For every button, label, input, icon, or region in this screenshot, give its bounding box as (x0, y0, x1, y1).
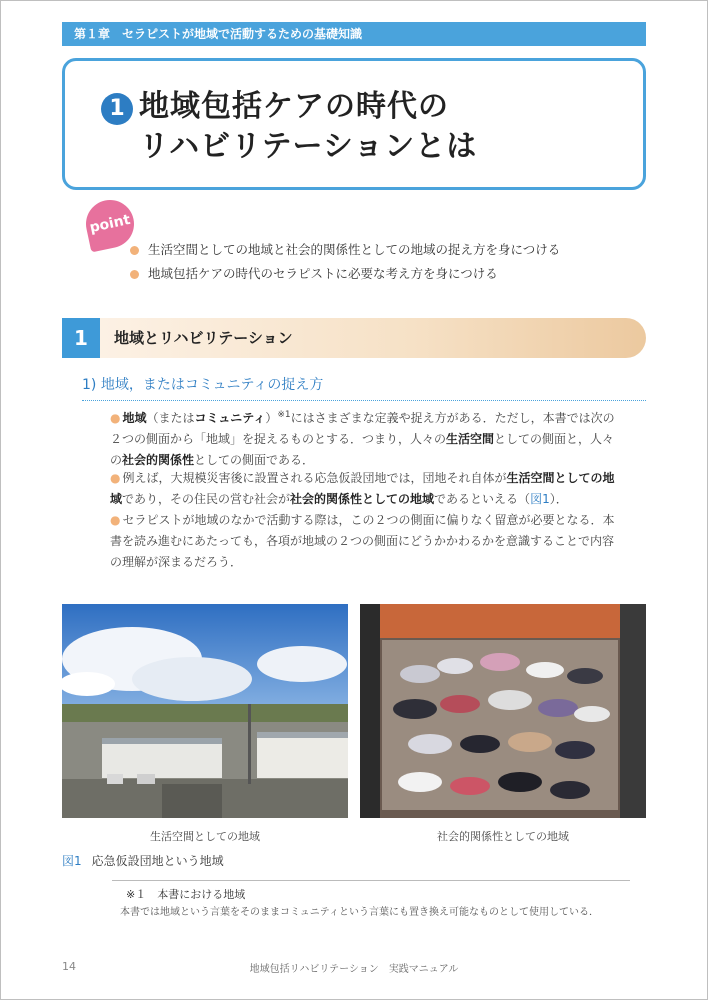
figure-reference: 図1 (530, 492, 550, 506)
term-living-space-region: 生活空間としての地域 (110, 471, 615, 506)
term-region: 地域 (122, 411, 147, 425)
section-number: 1 (62, 318, 100, 358)
text: ）． (549, 492, 568, 506)
section-title: 地域とリハビリテーション (114, 329, 293, 347)
bullet-dot: ● (110, 471, 121, 485)
book-title: 地域包括リハビリテーション 実践マニュアル (249, 964, 459, 975)
term-social-region: 社会的関係性としての地域 (290, 492, 435, 506)
point-item: 地域包括ケアの時代のセラピストに必要な考え方を身につける (130, 262, 560, 286)
term-community: コミュニティ (194, 411, 266, 425)
paragraph-1 (110, 405, 620, 471)
bullet-dot: ● (110, 411, 121, 425)
text: （または (146, 411, 195, 425)
subsection-title: 1) 地域，またはコミュニティの捉え方 (82, 374, 646, 401)
figure-caption-text: 応急仮設団地という地域 (91, 854, 224, 868)
shoes-entrance-photo (360, 604, 646, 818)
term-social-relations: 社会的関係性 (122, 453, 195, 467)
paragraph-2 (110, 468, 620, 510)
left-photo-caption: 生活空間としての地域 (150, 830, 260, 843)
title-line-2: リハビリテーションとは (139, 129, 478, 164)
text: としての側面と，人々の (110, 432, 615, 467)
temporary-housing-photo (62, 604, 348, 818)
text: ） (265, 411, 278, 425)
section-header (62, 318, 646, 358)
figure-caption (62, 852, 224, 869)
text: 例えば，大規模災害後に設置される応急仮設団地では，団地それ自体が (122, 471, 507, 485)
footnote-divider (112, 880, 630, 881)
chapter-header: 第１章 セラピストが地域で活動するための基礎知識 (62, 22, 646, 46)
text: であるといえる（ (434, 492, 531, 506)
point-list (130, 238, 560, 286)
title-number-circle: 1 (101, 93, 133, 125)
page-title (139, 87, 477, 167)
point-badge: point (82, 196, 139, 253)
bullet-dot: ● (110, 513, 121, 527)
title-line-1: 地域包括ケアの時代の (139, 89, 449, 124)
text: セラピストが地域のなかで活動する際は，この２つの側面に偏りなく留意が必要となる．本書を読み進むにあたっても，各項が地域の２つの側面にどうかかわるかを意識することで内容の理解が深まるだろう． (110, 513, 615, 569)
footnote-title: ※１ 本書における地域 (126, 888, 246, 901)
point-item: 生活空間としての地域と社会的関係性としての地域の捉え方を身につける (130, 238, 560, 262)
text: にはさまざまな定義や捉え方がある．ただし，本書では次の２つの側面から「地域」を捉えるものとする．つまり，人々の (110, 411, 615, 446)
page-number: 14 (62, 960, 76, 973)
text: であり，その住民の営む社会が (122, 492, 291, 506)
figure-label: 図1 (62, 854, 82, 868)
footnote-body: 本書では地域という言葉をそのままコミュニティという言葉にも置き換え可能なものとして使用している． (120, 907, 599, 918)
title-box (62, 58, 646, 190)
right-photo-caption: 社会的関係性としての地域 (437, 830, 569, 843)
paragraph-3 (110, 510, 620, 573)
text: としての側面である． (194, 453, 315, 467)
footnote-ref: ※1 (277, 410, 291, 420)
term-living-space: 生活空間 (446, 432, 495, 446)
